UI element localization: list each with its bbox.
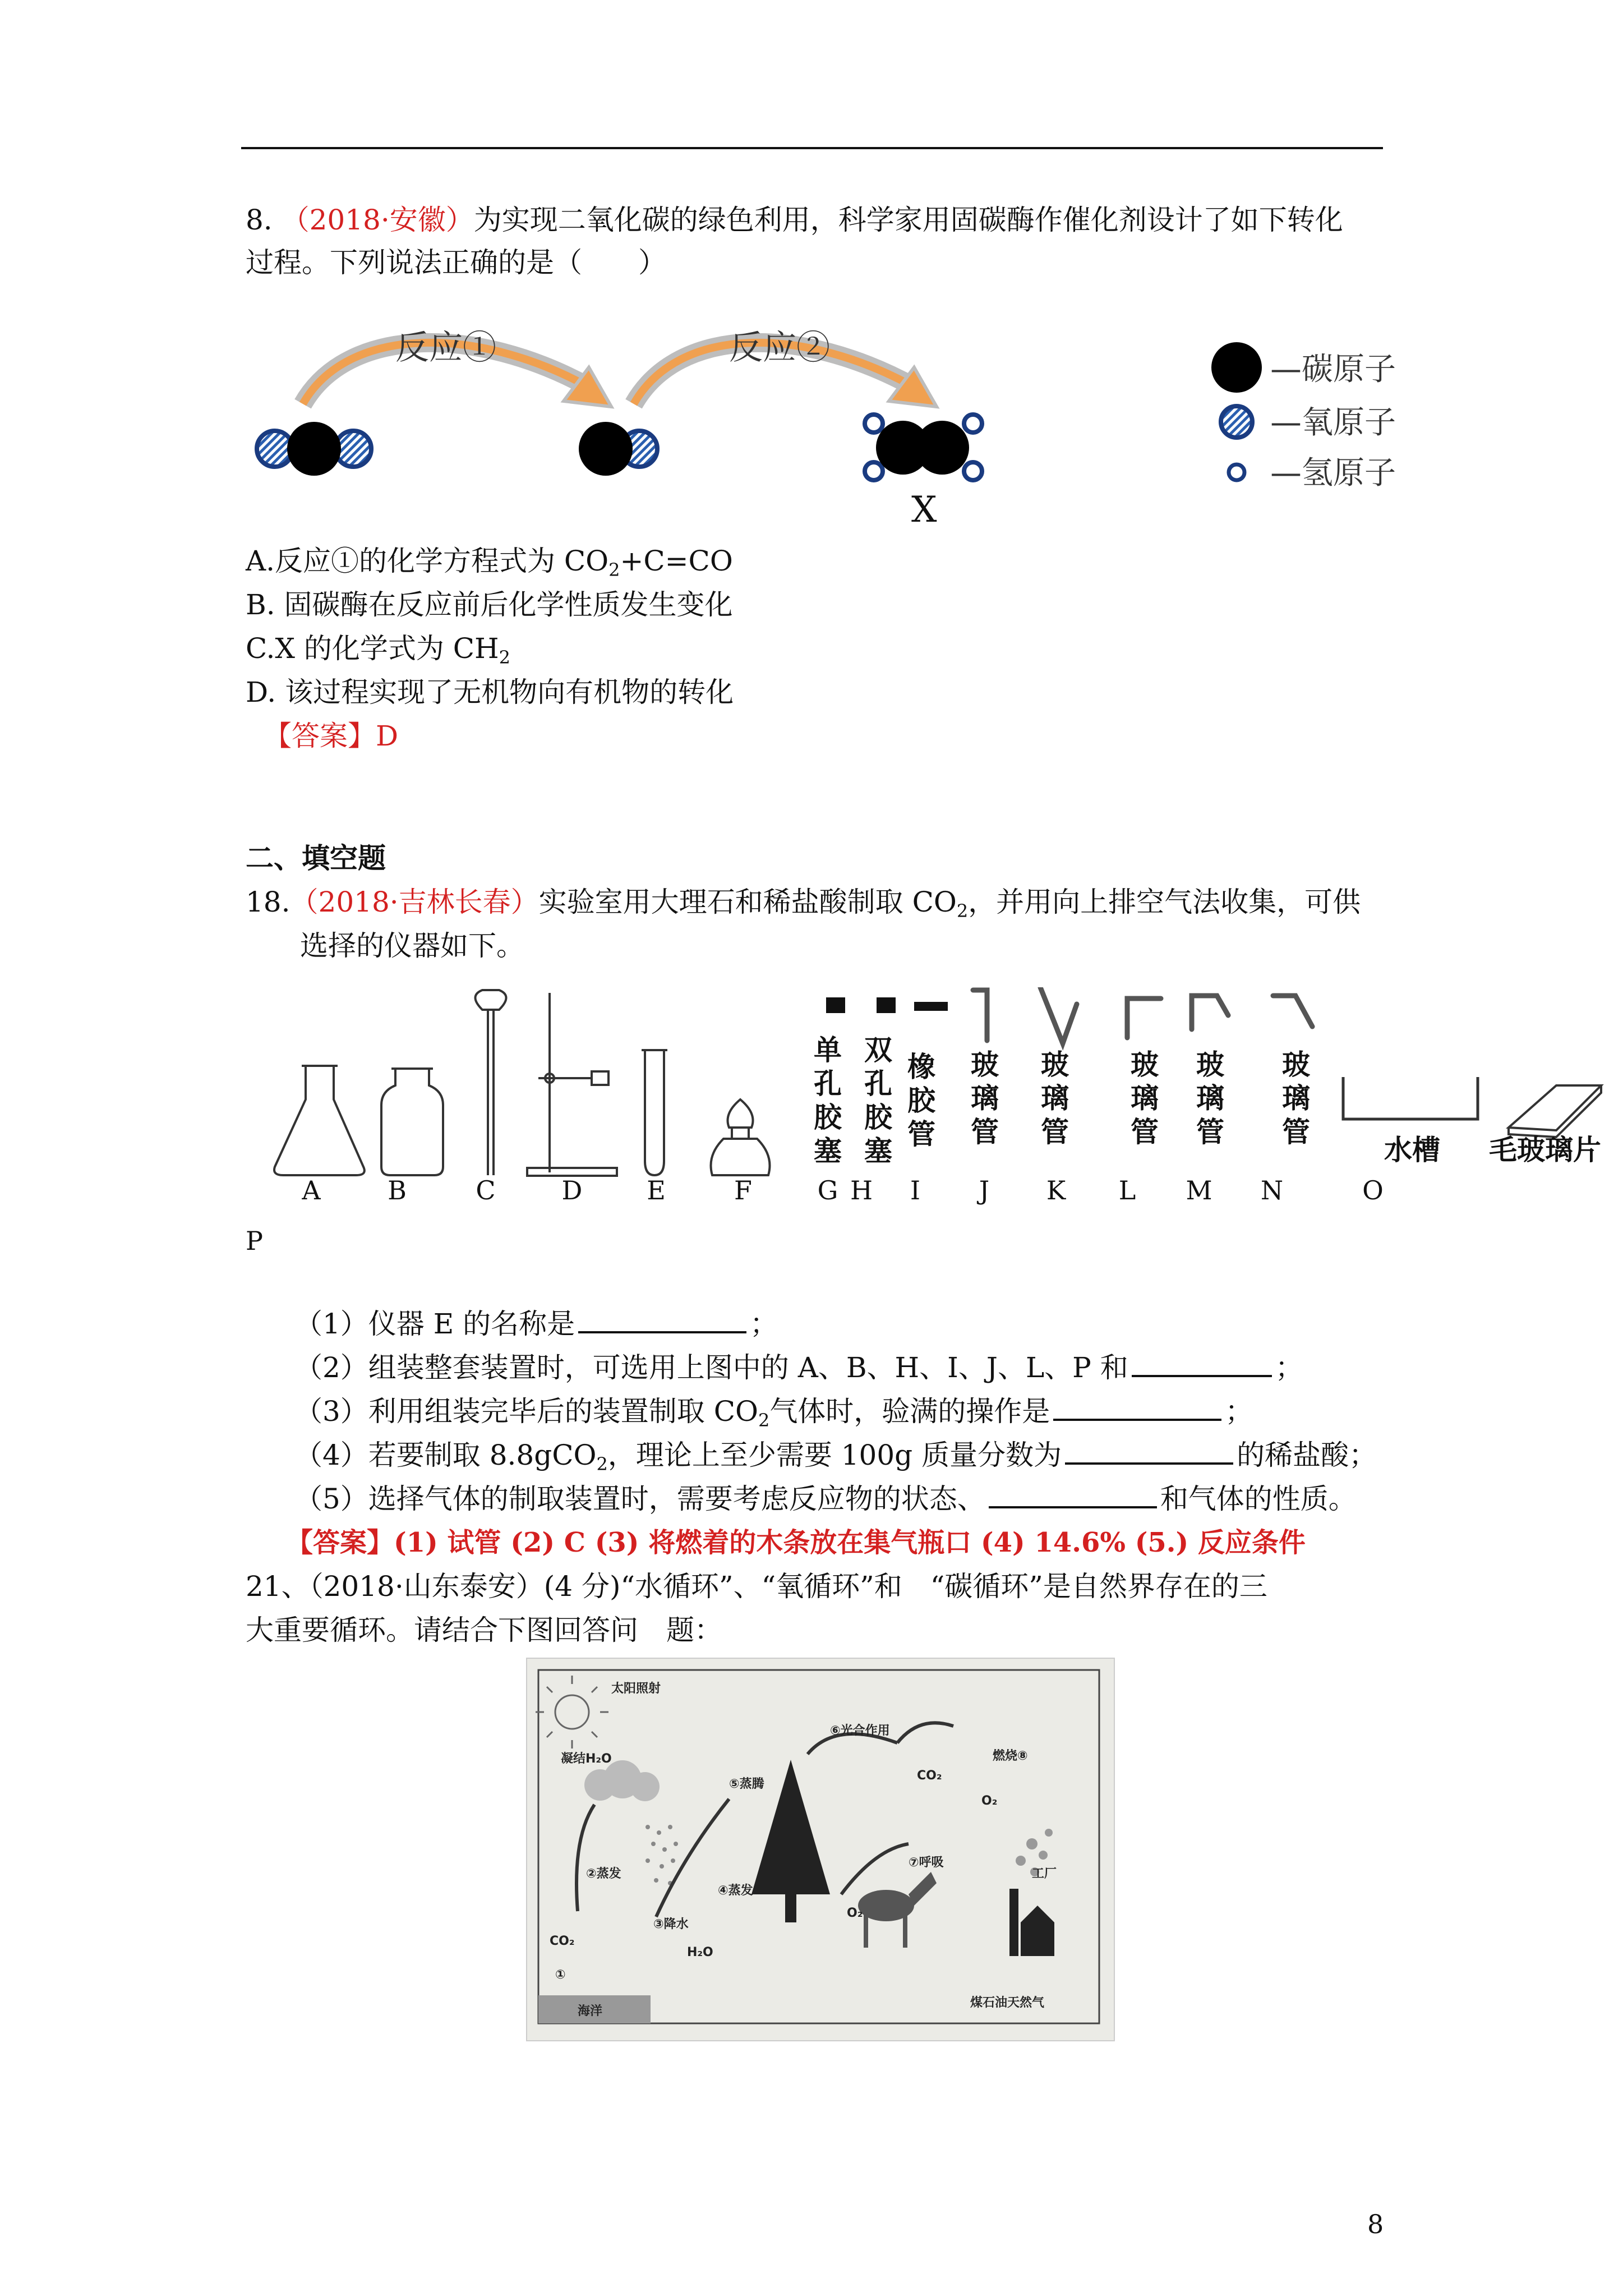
letter-l: L [1118, 1175, 1136, 1205]
q18-sub-1: （1）仪器 E 的名称是 ； [294, 1301, 778, 1346]
letter-m: M [1186, 1175, 1212, 1205]
photo-step7: ⑦呼吸 [909, 1856, 944, 1870]
factory-icon [1009, 1889, 1054, 1956]
apparatus-f-lamp [711, 1099, 770, 1175]
blank-4[interactable] [1065, 1433, 1233, 1465]
photo-ocean: 海洋 [578, 2004, 603, 2018]
letter-o: O [1362, 1175, 1384, 1205]
cycle-diagram [527, 1659, 1114, 2040]
apparatus-i-rubber-tube [914, 1002, 948, 1011]
letter-h: H [850, 1175, 873, 1205]
sun-icon [536, 1676, 608, 1749]
q8-stem-2: 过程。下列说法正确的是（ ） [246, 246, 666, 279]
letter-j: J [979, 1175, 990, 1205]
q8-option-a: A.反应①的化学方程式为 $CO_2+C=CO$ [246, 545, 733, 581]
blank-1[interactable] [578, 1302, 746, 1333]
q18-sub-2: （2）组装整套装置时，可选用上图中的 A、B、H、I、J、L、P 和 ； [294, 1345, 1303, 1390]
photo-o2b: O₂ [981, 1794, 998, 1808]
label-h: 双孔胶塞 [864, 1033, 892, 1167]
label-k: 玻璃管 [1041, 1048, 1069, 1148]
apparatus-l-tube [1127, 999, 1161, 1038]
photo-co2-left: CO₂ [550, 1934, 575, 1948]
photo-sun-text: 太阳照射 [611, 1682, 661, 1696]
q18-source: （2018·吉林长春） [290, 886, 539, 918]
cycle-photo [526, 1658, 1115, 2041]
blank-3[interactable] [1053, 1389, 1221, 1421]
q8-reaction-diagram [241, 303, 1396, 539]
q18-sub-3: （3）利用组装完毕后的装置制取 $CO_2$气体时，验满的操作是 ； [294, 1389, 1253, 1434]
blank-5[interactable] [989, 1477, 1157, 1508]
header-rule [241, 147, 1383, 149]
photo-step1: ① [555, 1968, 566, 1982]
q8-stem-1: 为实现二氧化碳的绿色利用，科学家用固碳酶作催化剂设计了如下转化 [473, 204, 1343, 236]
photo-step6: ⑥光合作用 [830, 1724, 890, 1738]
q18-answer: 【答案】(1) 试管 (2) C (3) 将燃着的木条放在集气瓶口 (4) 14.6% (5.) 反应条件 [286, 1527, 1306, 1558]
legend [1211, 342, 1396, 491]
q8-option-b: B. 固碳酶在反应前后化学性质发生变化 [246, 588, 733, 621]
label-trough: 水槽 [1384, 1133, 1440, 1166]
photo-co2-top: CO₂ [917, 1769, 942, 1783]
photo-o2: O₂ [847, 1906, 863, 1920]
legend-hydrogen: —氢原子 [1270, 455, 1396, 491]
apparatus-g-stopper [826, 997, 845, 1013]
apparatus-e-test-tube [645, 1050, 664, 1175]
legend-oxygen: —氧原子 [1270, 404, 1396, 441]
q8-number: 8. [246, 204, 273, 236]
q21-line2: 大重要循环。请结合下图回答问 题： [246, 1614, 722, 1646]
apparatus-n-tube [1273, 996, 1312, 1027]
apparatus-a-flask [274, 1066, 365, 1175]
letter-k: K [1046, 1175, 1066, 1205]
letter-i: I [910, 1175, 921, 1205]
letter-e: E [647, 1175, 666, 1205]
apparatus-j-tube [973, 990, 987, 1041]
letter-n: N [1260, 1175, 1284, 1205]
q8-line2 [246, 240, 666, 285]
q21-line1: 21、（2018·山东泰安）(4 分)“水循环”、“氧循环”和 “碳循环”是自然界存在的三 [246, 1570, 1267, 1603]
legend-carbon: —碳原子 [1270, 351, 1396, 388]
q18-number: 18. [246, 886, 291, 918]
x-molecule [865, 415, 982, 480]
letter-a: A [302, 1175, 321, 1205]
q8-line1 [246, 197, 1343, 242]
apparatus-b-jar [381, 1069, 443, 1175]
apparatus-m-tube [1192, 996, 1228, 1029]
apparatus-d-stand [527, 993, 617, 1176]
co2-molecule [257, 422, 371, 476]
letter-g: G [817, 1175, 838, 1205]
label-i: 橡胶管 [907, 1050, 935, 1151]
label-l: 玻璃管 [1131, 1048, 1159, 1148]
letter-c: C [476, 1175, 496, 1205]
label-j: 玻璃管 [971, 1048, 999, 1148]
letter-p: P [246, 1226, 263, 1256]
section-title: 二、填空题 [246, 841, 386, 875]
apparatus-k-tube [1040, 987, 1077, 1043]
photo-factory: 工厂 [1032, 1867, 1057, 1881]
arrow-2-label: 反应② [729, 329, 830, 366]
arrow-1-label: 反应① [395, 329, 496, 366]
q8-option-c: C.X 的化学式为 $CH_2$ [246, 632, 510, 668]
q18-sub-4: （4）若要制取 8.8gCO$_2$，理论上至少需要 100g 质量分数为 的稀盐酸； [294, 1433, 1377, 1478]
cloud-icon [584, 1760, 660, 1801]
q18-line2: 选择的仪器如下。 [300, 930, 524, 962]
photo-step4: ④蒸发 [718, 1884, 753, 1898]
letter-f: F [734, 1175, 752, 1205]
photo-h2o: H₂O [687, 1945, 713, 1959]
letter-d: D [561, 1175, 583, 1205]
page-number: 8 [1367, 2209, 1384, 2239]
rain-icon [645, 1825, 678, 1885]
photo-step5: ⑤蒸腾 [729, 1777, 764, 1791]
q8-source: （2018·安徽） [281, 204, 474, 236]
photo-step8: 燃烧⑧ [993, 1749, 1028, 1763]
q8-option-d: D. 该过程实现了无机物向有机物的转化 [246, 676, 734, 708]
photo-step2: ②蒸发 [586, 1867, 621, 1881]
blank-2[interactable] [1132, 1346, 1272, 1377]
label-glass-plate: 毛玻璃片 [1489, 1133, 1601, 1166]
apparatus-c-funnel [476, 990, 506, 1010]
apparatus-h-stopper [877, 997, 896, 1013]
letter-b: B [388, 1175, 407, 1205]
photo-step3: ③降水 [653, 1917, 689, 1931]
horse-icon [858, 1872, 937, 1948]
x-label: X [911, 489, 937, 531]
co-molecule [579, 422, 657, 476]
q18-sub-5: （5）选择气体的制取装置时，需要考虑反应物的状态、 和气体的性质。 [294, 1476, 1357, 1521]
label-n: 玻璃管 [1282, 1048, 1310, 1148]
q18-line1: 18.（2018·吉林长春）实验室用大理石和稀盐酸制取 $CO_2$，并用向上排空气法收集，可供 [246, 886, 1361, 922]
photo-fuel: 煤石油天然气 [970, 1996, 1045, 2010]
label-g: 单孔胶塞 [814, 1033, 842, 1167]
apparatus-o-trough [1343, 1077, 1478, 1119]
q8-answer: 【答案】D [264, 720, 399, 752]
label-m: 玻璃管 [1196, 1048, 1224, 1148]
photo-condense: 凝结H₂O [561, 1752, 612, 1766]
